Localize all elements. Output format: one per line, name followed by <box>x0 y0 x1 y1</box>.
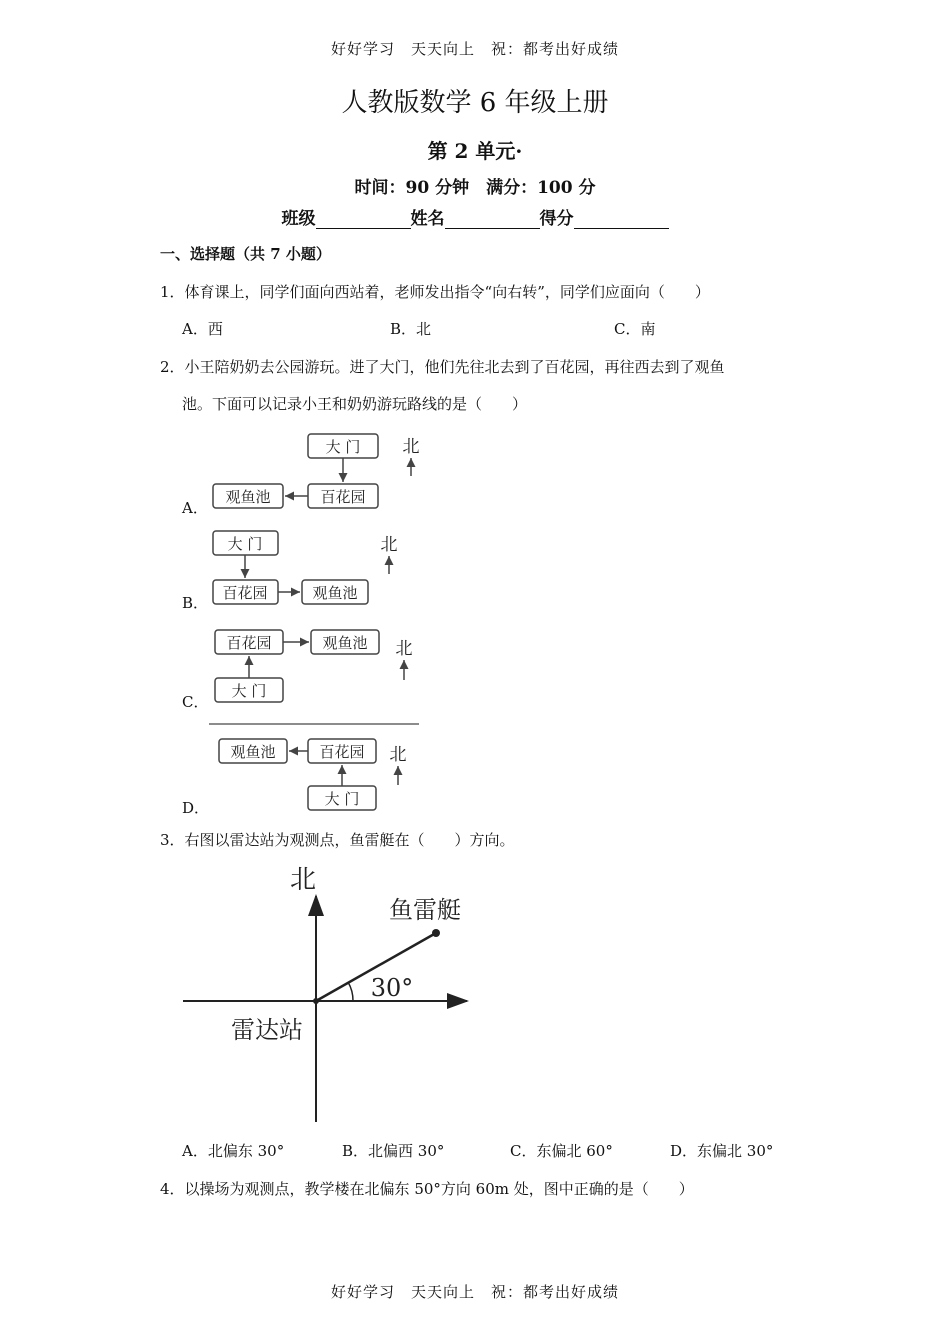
c-pond-text: 观鱼池 <box>322 634 368 652</box>
time-score: 时间：90 分钟 满分：100 分 <box>354 178 596 198</box>
north-label: 北 <box>289 865 317 895</box>
b-pond-text: 观鱼池 <box>312 584 358 602</box>
q3-option-a: A．北偏东 30° <box>182 1142 285 1160</box>
score-blank <box>574 210 669 229</box>
student-fields <box>0 204 950 229</box>
page-title: 人教版数学 6 年级上册 <box>341 88 609 118</box>
q2-stem-line1: 2．小王陪奶奶去公园游玩。进了大门，他们先往北去到了百花园，再往西去到了观鱼 <box>160 358 725 376</box>
d-gate-text: 大 门 <box>324 790 360 808</box>
q3-stem: 3．右图以雷达站为观测点，鱼雷艇在（ ）方向。 <box>160 831 515 849</box>
q2-label-c: C． <box>182 693 209 711</box>
d-garden-text: 百花园 <box>319 743 365 761</box>
section-heading: 一、选择题（共 7 小题） <box>160 245 331 263</box>
angle-arc <box>348 982 353 1001</box>
q4-stem: 4．以操场为观测点，教学楼在北偏东 50°方向 60m 处，图中正确的是（ ） <box>160 1180 694 1198</box>
a-garden-text: 百花园 <box>320 488 366 506</box>
q3-option-b: B．北偏西 30° <box>342 1142 445 1160</box>
q1-option-b: B．北 <box>390 320 432 338</box>
name-blank <box>445 210 540 229</box>
station-label: 雷达站 <box>231 1016 303 1044</box>
class-blank <box>316 210 411 229</box>
q2-stem-line2: 池。下面可以记录小王和奶奶游玩路线的是（ ） <box>182 395 528 413</box>
q2-label-a: A． <box>182 499 208 517</box>
class-label: 班级 <box>281 209 316 229</box>
page-header: 好好学习 天天向上 祝：都考出好成绩 <box>330 40 619 58</box>
d-north-text: 北 <box>389 745 407 765</box>
a-gate-text: 大 门 <box>325 438 361 456</box>
q2-route-diagrams <box>205 428 430 818</box>
a-pond-text: 观鱼池 <box>225 488 271 506</box>
b-garden-text: 百花园 <box>222 584 268 602</box>
station-point <box>313 998 319 1004</box>
c-gate-text: 大 门 <box>231 682 267 700</box>
angle-label: 30° <box>370 974 414 1002</box>
a-north-text: 北 <box>402 437 420 457</box>
q3-option-d: D．东偏北 30° <box>670 1142 774 1160</box>
d-pond-text: 观鱼池 <box>230 743 276 761</box>
boat-point <box>432 929 440 937</box>
q2-label-b: B． <box>182 594 209 612</box>
q2-label-d: D． <box>182 799 210 817</box>
unit-title: 第 2 单元· <box>427 139 523 163</box>
b-north-text: 北 <box>380 535 398 555</box>
page-footer: 好好学习 天天向上 祝：都考出好成绩 <box>330 1283 619 1301</box>
q1-stem: 1．体育课上，同学们面向西站着，老师发出指令“向右转”，同学们应面向（ ） <box>160 283 710 301</box>
q3-option-c: C．东偏北 60° <box>510 1142 613 1160</box>
q1-option-c: C．南 <box>614 320 656 338</box>
boat-label: 鱼雷艇 <box>389 896 461 924</box>
q1-option-a: A．西 <box>182 320 223 338</box>
q3-direction-diagram <box>175 860 485 1125</box>
c-garden-text: 百花园 <box>226 634 272 652</box>
name-label: 姓名 <box>410 209 445 229</box>
b-gate-text: 大 门 <box>227 535 263 553</box>
score-label: 得分 <box>539 209 574 229</box>
c-north-text: 北 <box>395 639 413 659</box>
